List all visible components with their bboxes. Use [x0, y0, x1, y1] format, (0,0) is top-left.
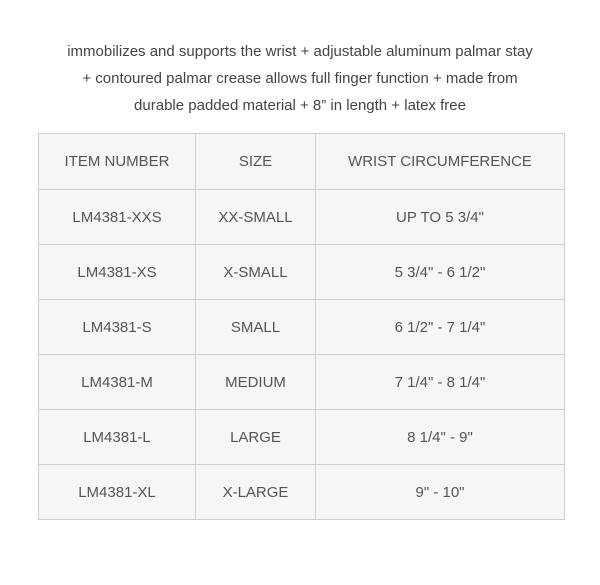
size-cell: LARGE [196, 410, 316, 465]
table-row [39, 465, 565, 520]
table-row [39, 245, 565, 300]
table-row [39, 410, 565, 465]
item-number-cell: LM4381-S [39, 300, 196, 355]
wrist-circumference-cell: 7 1/4" - 8 1/4" [316, 355, 565, 410]
size-cell: XX-SMALL [196, 190, 316, 245]
wrist-circumference-cell: 6 1/2" - 7 1/4" [316, 300, 565, 355]
header-item-number: ITEM NUMBER [39, 134, 196, 190]
header-size: SIZE [196, 134, 316, 190]
size-cell: SMALL [196, 300, 316, 355]
header-wrist-circumference: WRIST CIRCUMFERENCE [316, 134, 565, 190]
wrist-circumference-cell: 8 1/4" - 9" [316, 410, 565, 465]
description-line-2: + contoured palmar crease allows full finger function + made from [82, 70, 518, 87]
wrist-circumference-cell: 9" - 10" [316, 465, 565, 520]
product-description [0, 38, 600, 119]
size-cell: MEDIUM [196, 355, 316, 410]
size-cell: X-LARGE [196, 465, 316, 520]
size-chart-table [38, 133, 565, 520]
item-number-cell: LM4381-XS [39, 245, 196, 300]
item-number-cell: LM4381-XL [39, 465, 196, 520]
item-number-cell: LM4381-XXS [39, 190, 196, 245]
wrist-circumference-cell: 5 3/4" - 6 1/2" [316, 245, 565, 300]
description-line-1: immobilizes and supports the wrist + adjustable aluminum palmar stay [67, 43, 533, 60]
wrist-circumference-cell: UP TO 5 3/4" [316, 190, 565, 245]
table-row [39, 355, 565, 410]
size-cell: X-SMALL [196, 245, 316, 300]
table-row [39, 190, 565, 245]
description-line-3: durable padded material + 8” in length + latex free [134, 97, 466, 114]
table-row [39, 300, 565, 355]
item-number-cell: LM4381-M [39, 355, 196, 410]
table-header-row [39, 134, 565, 190]
item-number-cell: LM4381-L [39, 410, 196, 465]
